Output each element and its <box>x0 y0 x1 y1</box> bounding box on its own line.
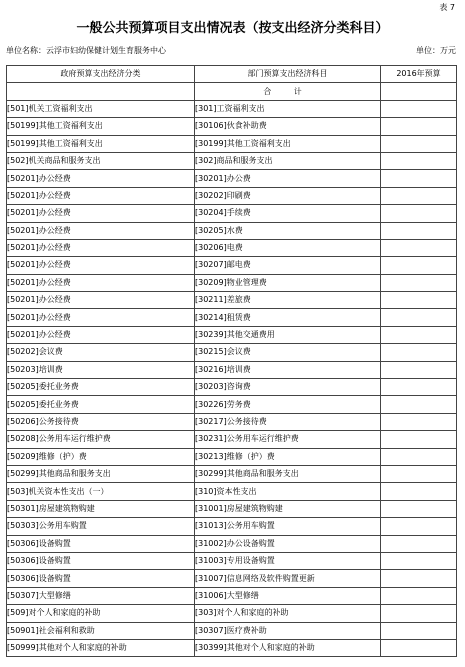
table-row <box>7 135 457 152</box>
table-row <box>7 483 457 500</box>
table-row <box>7 605 457 622</box>
dept-subject-cell: [30213]维修（护）费 <box>195 448 381 465</box>
dept-subject-cell: [30203]咨询费 <box>195 379 381 396</box>
gov-classification-cell: [50201]办公经费 <box>7 187 195 204</box>
table-row <box>7 118 457 135</box>
gov-classification-cell: [50208]公务用车运行维护费 <box>7 431 195 448</box>
header-gov-classification: 政府预算支出经济分类 <box>7 66 195 83</box>
table-number-label: 表 7 <box>439 3 455 12</box>
budget-value-cell <box>381 483 457 500</box>
dept-subject-cell: [30307]医疗费补助 <box>195 622 381 639</box>
budget-value-cell <box>381 552 457 569</box>
dept-subject-cell: [30207]邮电费 <box>195 257 381 274</box>
table-row <box>7 396 457 413</box>
budget-value-cell <box>381 361 457 378</box>
gov-classification-cell: [50201]办公经费 <box>7 274 195 291</box>
dept-subject-cell: [30202]印刷费 <box>195 187 381 204</box>
table-row <box>7 431 457 448</box>
budget-value-cell <box>381 239 457 256</box>
gov-classification-cell: [50203]培训费 <box>7 361 195 378</box>
budget-value-cell <box>381 274 457 291</box>
gov-classification-cell: [50201]办公经费 <box>7 292 195 309</box>
gov-classification-cell: [50201]办公经费 <box>7 239 195 256</box>
budget-value-cell <box>381 344 457 361</box>
table-row <box>7 413 457 430</box>
dept-subject-cell: [31003]专用设备购置 <box>195 552 381 569</box>
dept-subject-cell: [30226]劳务费 <box>195 396 381 413</box>
budget-value-cell <box>381 396 457 413</box>
table-row <box>7 587 457 604</box>
gov-classification-cell: [50307]大型修缮 <box>7 587 195 604</box>
gov-classification-cell: [50306]设备购置 <box>7 535 195 552</box>
dept-subject-cell: [301]工资福利支出 <box>195 100 381 117</box>
header-budget-2016: 2016年预算 <box>381 66 457 83</box>
budget-value-cell <box>381 622 457 639</box>
budget-value-cell <box>381 135 457 152</box>
table-row <box>7 205 457 222</box>
gov-classification-cell: [50201]办公经费 <box>7 257 195 274</box>
dept-subject-cell: [31007]信息网络及软件购置更新 <box>195 570 381 587</box>
table-row <box>7 518 457 535</box>
budget-value-cell <box>381 431 457 448</box>
table-row <box>7 152 457 169</box>
budget-value-cell <box>381 152 457 169</box>
table-row <box>7 465 457 482</box>
gov-classification-cell: [501]机关工资福利支出 <box>7 100 195 117</box>
gov-classification-cell: [50201]办公经费 <box>7 170 195 187</box>
dept-subject-cell: [30215]会议费 <box>195 344 381 361</box>
table-row <box>7 170 457 187</box>
table-row <box>7 344 457 361</box>
table-row <box>7 379 457 396</box>
budget-value-cell <box>381 535 457 552</box>
dept-subject-cell: [31002]办公设备购置 <box>195 535 381 552</box>
gov-classification-cell: [50306]设备购置 <box>7 552 195 569</box>
table-row <box>7 361 457 378</box>
dept-subject-cell: [30239]其他交通费用 <box>195 326 381 343</box>
gov-classification-cell: [50199]其他工资福利支出 <box>7 118 195 135</box>
budget-value-cell <box>381 326 457 343</box>
dept-subject-cell: [30204]手续费 <box>195 205 381 222</box>
table-row <box>7 622 457 639</box>
table-row <box>7 326 457 343</box>
table-row <box>7 639 457 656</box>
table-row <box>7 570 457 587</box>
expenditure-table <box>6 65 457 657</box>
table-row <box>7 552 457 569</box>
page-title: 一般公共预算项目支出情况表（按支出经济分类科目） <box>76 21 389 36</box>
budget-value-cell <box>381 465 457 482</box>
header-dept-subject: 部门预算支出经济科目 <box>195 66 381 83</box>
gov-classification-cell: [509]对个人和家庭的补助 <box>7 605 195 622</box>
gov-classification-cell: [50299]其他商品和服务支出 <box>7 465 195 482</box>
gov-classification-cell: [503]机关资本性支出（一） <box>7 483 195 500</box>
dept-subject-cell: [31001]房屋建筑物购建 <box>195 500 381 517</box>
budget-value-cell <box>381 292 457 309</box>
total-empty-cell <box>7 83 195 100</box>
budget-value-cell <box>381 309 457 326</box>
table-row <box>7 274 457 291</box>
budget-value-cell <box>381 100 457 117</box>
gov-classification-cell: [50206]公务接待费 <box>7 413 195 430</box>
dept-subject-cell: [310]资本性支出 <box>195 483 381 500</box>
dept-subject-cell: [30205]水费 <box>195 222 381 239</box>
gov-classification-cell: [50301]房屋建筑物购建 <box>7 500 195 517</box>
dept-subject-cell: [30217]公务接待费 <box>195 413 381 430</box>
dept-subject-cell: [30199]其他工资福利支出 <box>195 135 381 152</box>
budget-value-cell <box>381 379 457 396</box>
budget-value-cell <box>381 413 457 430</box>
money-unit: 单位：万元 <box>416 46 456 55</box>
total-row <box>7 83 457 100</box>
gov-classification-cell: [50205]委托业务费 <box>7 396 195 413</box>
gov-classification-cell: [50306]设备购置 <box>7 570 195 587</box>
budget-value-cell <box>381 448 457 465</box>
budget-value-cell <box>381 570 457 587</box>
table-row <box>7 309 457 326</box>
budget-value-cell <box>381 587 457 604</box>
gov-classification-cell: [50901]社会福利和救助 <box>7 622 195 639</box>
budget-value-cell <box>381 639 457 656</box>
dept-subject-cell: [30211]差旅费 <box>195 292 381 309</box>
dept-subject-cell: [30299]其他商品和服务支出 <box>195 465 381 482</box>
table-row <box>7 292 457 309</box>
table-row <box>7 500 457 517</box>
table-row <box>7 187 457 204</box>
budget-value-cell <box>381 222 457 239</box>
budget-value-cell <box>381 500 457 517</box>
gov-classification-cell: [50999]其他对个人和家庭的补助 <box>7 639 195 656</box>
unit-name: 单位名称：云浮市妇幼保健计划生育服务中心 <box>6 46 166 55</box>
meta-line <box>6 45 456 57</box>
gov-classification-cell: [50209]维修（护）费 <box>7 448 195 465</box>
table-row <box>7 257 457 274</box>
dept-subject-cell: [30201]办公费 <box>195 170 381 187</box>
table-row <box>7 222 457 239</box>
dept-subject-cell: [30231]公务用车运行维护费 <box>195 431 381 448</box>
table-row <box>7 535 457 552</box>
gov-classification-cell: [502]机关商品和服务支出 <box>7 152 195 169</box>
dept-subject-cell: [302]商品和服务支出 <box>195 152 381 169</box>
budget-value-cell <box>381 605 457 622</box>
dept-subject-cell: [31006]大型修缮 <box>195 587 381 604</box>
gov-classification-cell: [50202]会议费 <box>7 344 195 361</box>
budget-value-cell <box>381 118 457 135</box>
gov-classification-cell: [50201]办公经费 <box>7 222 195 239</box>
total-value-cell <box>381 83 457 100</box>
dept-subject-cell: [30399]其他对个人和家庭的补助 <box>195 639 381 656</box>
dept-subject-cell: [30206]电费 <box>195 239 381 256</box>
header-row <box>7 66 457 83</box>
table-row <box>7 100 457 117</box>
dept-subject-cell: [30216]培训费 <box>195 361 381 378</box>
dept-subject-cell: [303]对个人和家庭的补助 <box>195 605 381 622</box>
table-row <box>7 239 457 256</box>
budget-value-cell <box>381 187 457 204</box>
gov-classification-cell: [50201]办公经费 <box>7 309 195 326</box>
dept-subject-cell: [30209]物业管理费 <box>195 274 381 291</box>
budget-value-cell <box>381 518 457 535</box>
budget-value-cell <box>381 205 457 222</box>
dept-subject-cell: [30214]租赁费 <box>195 309 381 326</box>
dept-subject-cell: [30106]伙食补助费 <box>195 118 381 135</box>
gov-classification-cell: [50199]其他工资福利支出 <box>7 135 195 152</box>
gov-classification-cell: [50303]公务用车购置 <box>7 518 195 535</box>
budget-value-cell <box>381 257 457 274</box>
table-row <box>7 448 457 465</box>
gov-classification-cell: [50205]委托业务费 <box>7 379 195 396</box>
dept-subject-cell: [31013]公务用车购置 <box>195 518 381 535</box>
total-label: 合 计 <box>195 83 381 100</box>
gov-classification-cell: [50201]办公经费 <box>7 326 195 343</box>
budget-value-cell <box>381 170 457 187</box>
gov-classification-cell: [50201]办公经费 <box>7 205 195 222</box>
